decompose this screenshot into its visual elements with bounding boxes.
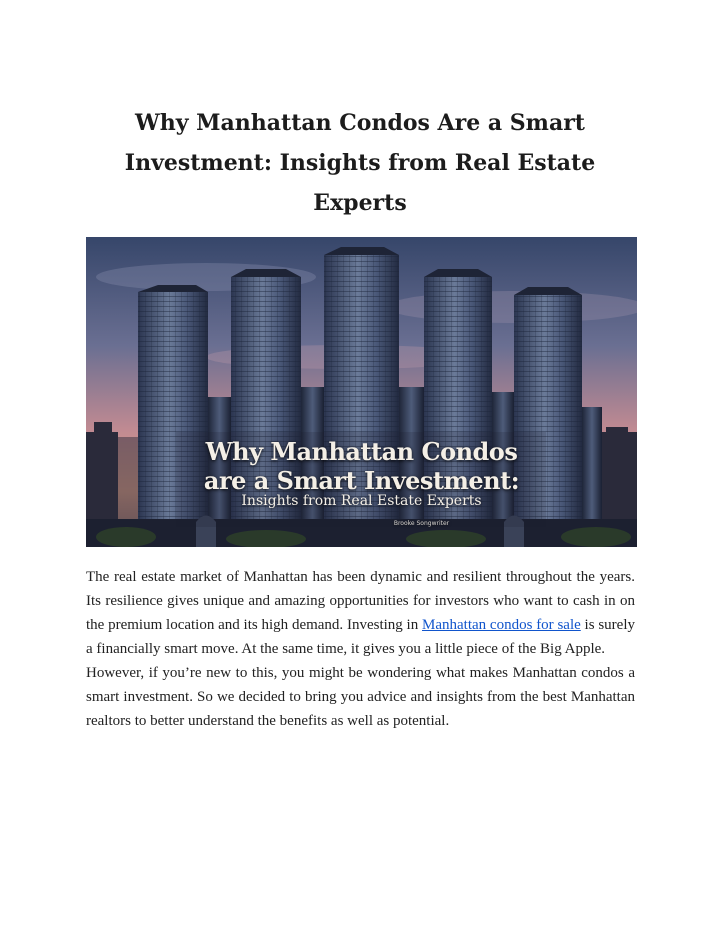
paragraph-1-text-start: The real estate market of Manhattan has been dynamic and resilient throughout the years. Its resilience gives unique and amazing opportunities for investors who want to cash in on the premium location and its high demand. Investing in: [86, 569, 635, 633]
hero-headline-line2: are a Smart Investment:: [203, 466, 520, 495]
paragraph-2: However, if you’re new to this, you might be wondering what makes Manhattan condos a smart investment. So we decided to bring you advice and insights from the best Manhattan realtors to better understand the benefits as well as potential.: [86, 665, 635, 729]
hero-headline-line1: Why Manhattan Condos: [205, 437, 518, 466]
hero-credit: Brooke Songwriter: [393, 520, 450, 527]
article-body: [86, 565, 635, 733]
paragraph-1: [86, 565, 635, 661]
hero-image: [86, 237, 637, 547]
manhattan-condos-link[interactable]: Manhattan condos for sale: [422, 617, 581, 633]
article-title: Why Manhattan Condos Are a Smart Investment: Insights from Real Estate Experts: [124, 110, 596, 216]
hero-subtitle: Insights from Real Estate Experts: [241, 493, 482, 509]
paragraph-1-text-end: is surely a financially smart move. At the same time, it gives you a little piece of the Big Apple.: [86, 617, 635, 657]
